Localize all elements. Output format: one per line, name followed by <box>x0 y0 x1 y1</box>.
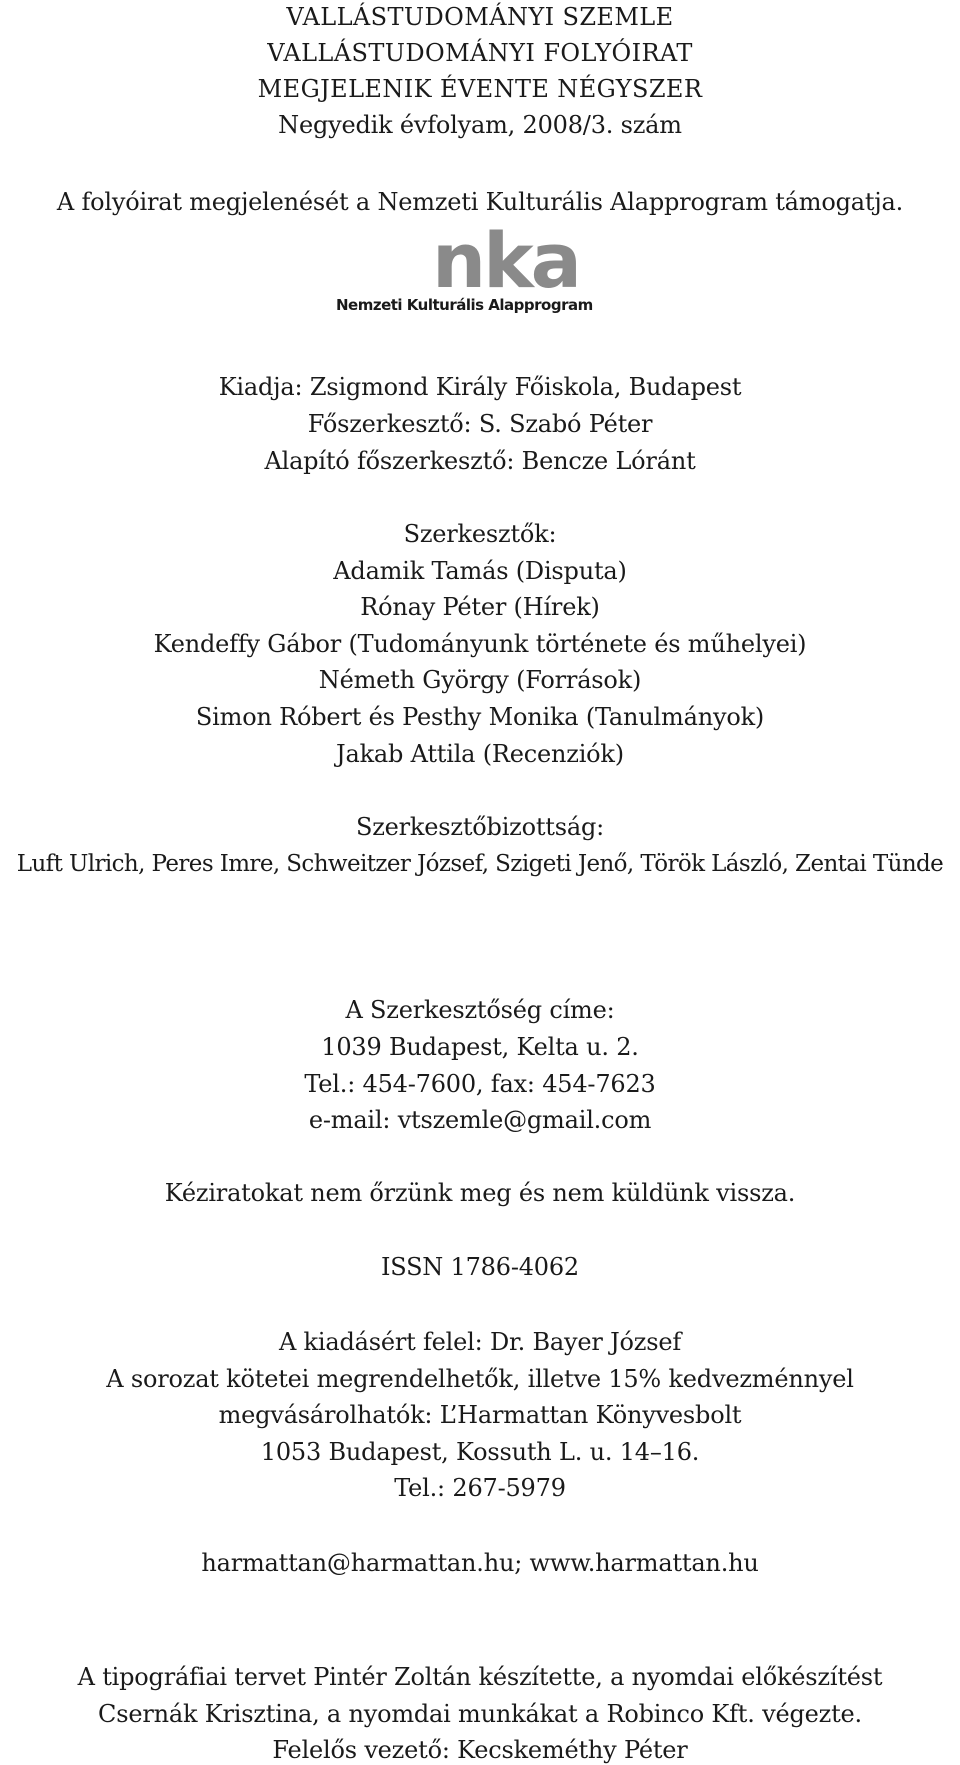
nka-logo-subtitle: Nemzeti Kulturális Alapprogram <box>336 296 593 314</box>
publisher-line: Kiadja: Zsigmond Király Főiskola, Budapest <box>218 373 742 401</box>
chief-editor-line: Főszerkesztő: S. Szabó Péter <box>307 410 653 438</box>
editor-item: Németh György (Források) <box>318 666 642 694</box>
contact-web: harmattan@harmattan.hu; www.harmattan.hu <box>201 1549 759 1577</box>
board-heading: Szerkesztőbizottság: <box>355 813 605 841</box>
responsible-publisher: A kiadásért felel: Dr. Bayer József <box>278 1328 682 1356</box>
editor-item: Kendeffy Gábor (Tudományunk története és műhelyei) <box>153 630 807 658</box>
frequency-line: MEGJELENIK ÉVENTE NÉGYSZER <box>257 75 703 103</box>
address-phone: Tel.: 454-7600, fax: 454-7623 <box>304 1070 656 1098</box>
bookshop-address: 1053 Budapest, Kossuth L. u. 14–16. <box>260 1438 700 1466</box>
board-members: Luft Ulrich, Peres Imre, Schweitzer József, Szigeti Jenő, Török László, Zentai Tünde <box>16 851 944 877</box>
address-email: e-mail: vtszemle@gmail.com <box>308 1106 652 1134</box>
editor-item: Rónay Péter (Hírek) <box>360 593 600 621</box>
editor-item: Simon Róbert és Pesthy Monika (Tanulmányok) <box>195 703 765 731</box>
support-statement: A folyóirat megjelenését a Nemzeti Kulturális Alapprogram támogatja. <box>56 188 904 216</box>
journal-title: VALLÁSTUDOMÁNYI SZEMLE <box>286 3 674 31</box>
nka-logo <box>336 216 593 318</box>
issue-line: Negyedik évfolyam, 2008/3. szám <box>278 111 682 139</box>
manuscript-notice: Kéziratokat nem őrzünk meg és nem küldünk vissza. <box>164 1179 796 1207</box>
credits-line-2: Csernák Krisztina, a nyomdai munkákat a Robinco Kft. végezte. <box>98 1700 862 1728</box>
order-info-line-1: A sorozat kötetei megrendelhetők, illetve 15% kedvezménnyel <box>106 1365 854 1393</box>
address-heading: A Szerkesztőség címe: <box>345 996 615 1024</box>
address-street: 1039 Budapest, Kelta u. 2. <box>321 1033 639 1061</box>
founding-editor-line: Alapító főszerkesztő: Bencze Lóránt <box>264 447 696 475</box>
editor-item: Jakab Attila (Recenziók) <box>336 740 624 768</box>
credits-line-3: Felelős vezető: Kecskeméthy Péter <box>272 1736 688 1764</box>
editors-heading: Szerkesztők: <box>403 520 557 548</box>
editor-item: Adamik Tamás (Disputa) <box>333 557 627 585</box>
journal-subtitle: VALLÁSTUDOMÁNYI FOLYÓIRAT <box>267 39 693 67</box>
bookshop-phone: Tel.: 267-5979 <box>394 1474 566 1502</box>
credits-line-1: A tipográfiai tervet Pintér Zoltán készítette, a nyomdai előkészítést <box>77 1663 883 1691</box>
nka-logo-mark: nka <box>432 216 579 305</box>
order-info-line-2: megvásárolhatók: L’Harmattan Könyvesbolt <box>218 1401 742 1429</box>
issn-line: ISSN 1786-4062 <box>380 1253 580 1281</box>
